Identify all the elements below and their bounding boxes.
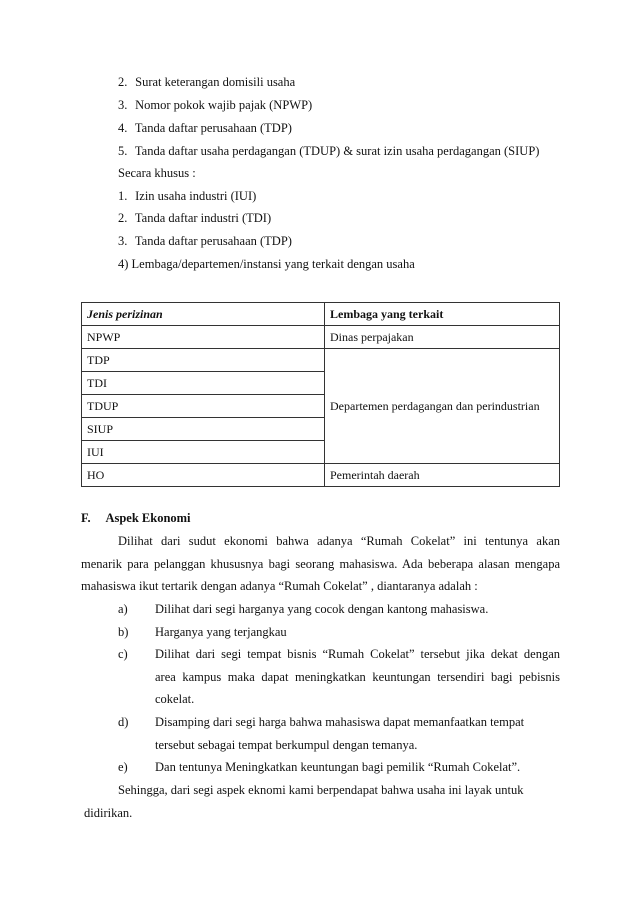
cell-lembaga: Dinas perpajakan bbox=[325, 326, 560, 349]
alasan-label: b) bbox=[118, 625, 129, 639]
list-number: 2. bbox=[118, 211, 128, 225]
alasan-label: c) bbox=[118, 647, 128, 661]
list-item bbox=[118, 98, 312, 113]
section-title: Aspek Ekonomi bbox=[105, 511, 191, 525]
alasan-label: e) bbox=[118, 760, 128, 774]
list-text: Nomor pokok wajib pajak (NPWP) bbox=[135, 98, 313, 112]
alasan-label: a) bbox=[118, 602, 128, 616]
list-number: 4. bbox=[118, 121, 128, 135]
conclusion-line-2: didirikan. bbox=[84, 806, 133, 820]
alasan-text: Harganya yang terjangkau bbox=[155, 625, 287, 639]
list-item bbox=[118, 189, 256, 204]
list-number: 5. bbox=[118, 144, 128, 158]
list-text: Tanda daftar industri (TDI) bbox=[134, 211, 272, 225]
cell-jenis: TDP bbox=[82, 349, 325, 372]
cell-jenis: HO bbox=[82, 464, 325, 487]
cell-jenis: TDI bbox=[82, 372, 325, 395]
list-number: 2. bbox=[118, 75, 128, 89]
conclusion-line-1: Sehingga, dari segi aspek eknomi kami berpendapat bahwa usaha ini layak untuk bbox=[118, 783, 524, 797]
alasan-text: area kampus maka dapat meningkatkan keuntungan tersendiri bagi pebisnis bbox=[155, 670, 560, 684]
list-item bbox=[118, 144, 539, 159]
table-row bbox=[82, 326, 560, 349]
intro-line-3: mahasiswa ikut tertarik dengan adanya “Rumah Cokelat” , diantaranya adalah : bbox=[81, 579, 478, 593]
list-text: Tanda daftar perusahaan (TDP) bbox=[134, 121, 292, 135]
list-number: 3. bbox=[118, 234, 128, 248]
list-number: 3. bbox=[118, 98, 128, 112]
alasan-text: tersebut sebagai tempat berkumpul dengan temanya. bbox=[155, 738, 418, 752]
alasan-label: d) bbox=[118, 715, 129, 729]
alasan-text: Dilihat dari segi harganya yang cocok dengan kantong mahasiswa. bbox=[155, 602, 489, 616]
secara-khusus-label: Secara khusus : bbox=[118, 166, 196, 180]
section-heading bbox=[81, 511, 191, 526]
table-header-row bbox=[82, 303, 560, 326]
table-row bbox=[82, 464, 560, 487]
alasan-text: Dan tentunya Meningkatkan keuntungan bagi pemilik “Rumah Cokelat”. bbox=[155, 760, 521, 774]
table-row bbox=[82, 349, 560, 372]
intro-line-2: menarik para pelanggan khususnya bagi seorang mahasiswa. Ada beberapa alasan mengapa bbox=[81, 557, 560, 571]
lembaga-heading: 4) Lembaga/departemen/instansi yang terkait dengan usaha bbox=[118, 257, 415, 271]
list-number: 1. bbox=[118, 189, 128, 203]
perizinan-table bbox=[81, 302, 560, 487]
list-item bbox=[118, 211, 271, 226]
alasan-text: Disamping dari segi harga bahwa mahasiswa dapat memanfaatkan tempat bbox=[155, 715, 525, 729]
cell-lembaga: Pemerintah daerah bbox=[325, 464, 560, 487]
cell-lembaga-merged: Departemen perdagangan dan perindustrian bbox=[325, 349, 560, 464]
list-item bbox=[118, 234, 292, 249]
intro-line-1: Dilihat dari sudut ekonomi bahwa adanya “Rumah Cokelat” ini tentunya akan bbox=[118, 534, 560, 548]
list-item bbox=[118, 75, 295, 90]
cell-jenis: IUI bbox=[82, 441, 325, 464]
list-text: Izin usaha industri (IUI) bbox=[135, 189, 257, 203]
list-text: Surat keterangan domisili usaha bbox=[135, 75, 296, 89]
cell-jenis: TDUP bbox=[82, 395, 325, 418]
section-letter: F. bbox=[81, 511, 91, 525]
header-jenis-perizinan: Jenis perizinan bbox=[82, 303, 325, 326]
alasan-text: cokelat. bbox=[155, 692, 195, 706]
list-text: Tanda daftar usaha perdagangan (TDUP) & surat izin usaha perdagangan (SIUP) bbox=[134, 144, 540, 158]
list-item bbox=[118, 121, 292, 136]
header-lembaga-terkait: Lembaga yang terkait bbox=[325, 303, 560, 326]
list-text: Tanda daftar perusahaan (TDP) bbox=[134, 234, 292, 248]
cell-jenis: SIUP bbox=[82, 418, 325, 441]
cell-jenis: NPWP bbox=[82, 326, 325, 349]
alasan-text: Dilihat dari segi tempat bisnis “Rumah Cokelat” tersebut jika dekat dengan bbox=[155, 647, 560, 661]
